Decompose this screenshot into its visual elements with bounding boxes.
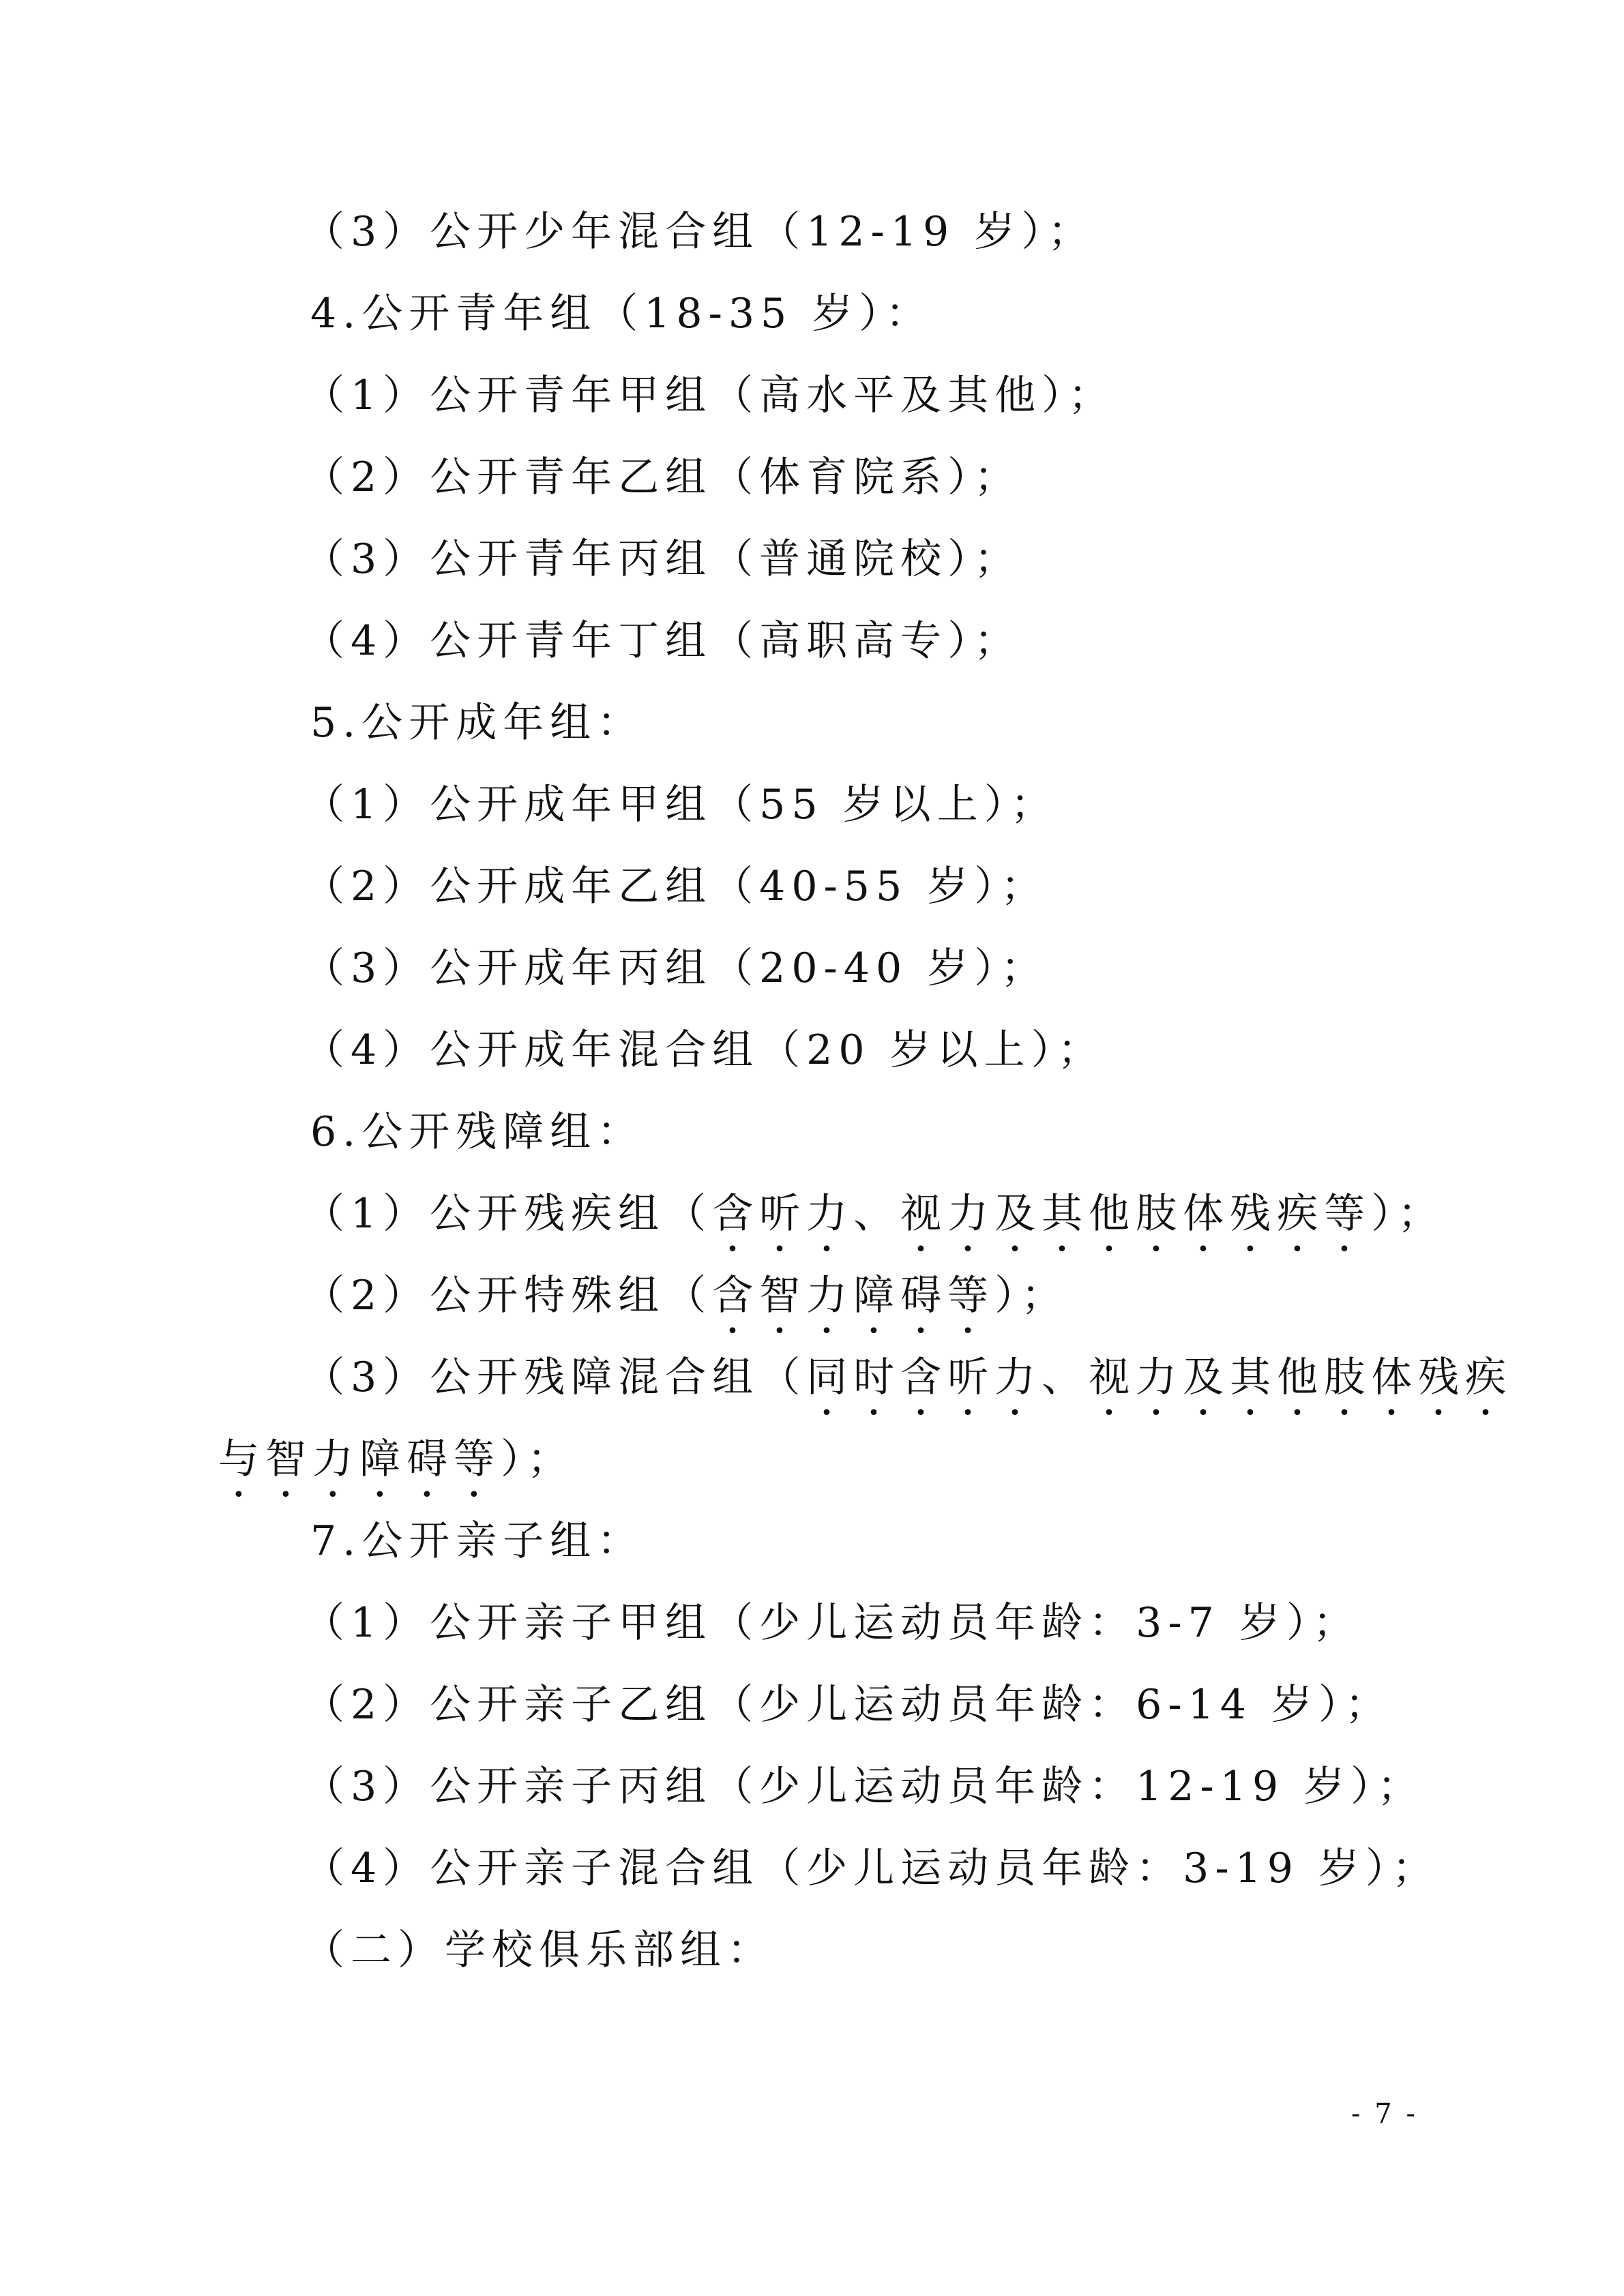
text-segment: （3）公开残障混合组（ [304, 1354, 807, 1401]
item-public-youth-d: （4）公开青年丁组（高职高专）； [304, 617, 1022, 665]
emphasis-text: 与智力障碍等 [218, 1435, 501, 1483]
item-public-disability [304, 1187, 1445, 1241]
item-public-disability-mixed-continued [218, 1432, 574, 1487]
item-public-youth-b: （2）公开青年乙组（体育院系）； [304, 453, 1022, 501]
item-parent-child-b: （2）公开亲子乙组（少儿运动员年龄：6-14 岁）； [304, 1681, 1393, 1729]
item-public-junior-mixed: （3）公开少年混合组（12-19 岁）； [304, 208, 1095, 256]
page-number: - 7 - [1351, 2098, 1418, 2130]
text-segment: ）； [501, 1435, 574, 1483]
text-segment: （1）公开残疾组（ [304, 1190, 713, 1238]
text-segment: （2）公开特殊组（ [304, 1272, 713, 1320]
text-segment: ）； [1371, 1190, 1445, 1238]
item-parent-child-a: （1）公开亲子甲组（少儿运动员年龄：3-7 岁）； [304, 1599, 1360, 1647]
heading-public-youth-group: 4.公开青年组（18-35 岁）： [310, 290, 933, 338]
item-public-adult-b: （2）公开成年乙组（40-55 岁）； [304, 863, 1048, 910]
item-parent-child-mixed: （4）公开亲子混合组（少儿运动员年龄：3-19 岁）； [304, 1845, 1440, 1892]
emphasis-text: 含智力障碍等 [712, 1272, 995, 1320]
heading-school-club-group: （二）学校俱乐部组： [304, 1926, 774, 1974]
item-public-adult-a: （1）公开成年甲组（55 岁以上）； [304, 781, 1058, 829]
emphasis-text: 含听力、视力及其他肢体残疾等 [712, 1190, 1372, 1238]
item-public-youth-c: （3）公开青年丙组（普通院校）； [304, 535, 1022, 583]
emphasis-text: 同时含听力、视力及其他肢体残疾 [806, 1354, 1513, 1401]
text-segment: ）； [994, 1272, 1069, 1320]
heading-public-adult-group: 5.公开成年组： [310, 699, 645, 747]
item-public-disability-mixed [304, 1350, 1512, 1405]
item-parent-child-c: （3）公开亲子丙组（少儿运动员年龄：12-19 岁）； [304, 1763, 1425, 1810]
item-public-youth-a: （1）公开青年甲组（高水平及其他）； [304, 372, 1116, 419]
item-public-adult-mixed: （4）公开成年混合组（20 岁以上）； [304, 1026, 1105, 1074]
heading-public-disability-group: 6.公开残障组： [310, 1108, 645, 1156]
heading-public-parent-child-group: 7.公开亲子组： [310, 1517, 645, 1565]
item-public-special [304, 1268, 1068, 1323]
item-public-adult-c: （3）公开成年丙组（20-40 岁）； [304, 944, 1048, 992]
